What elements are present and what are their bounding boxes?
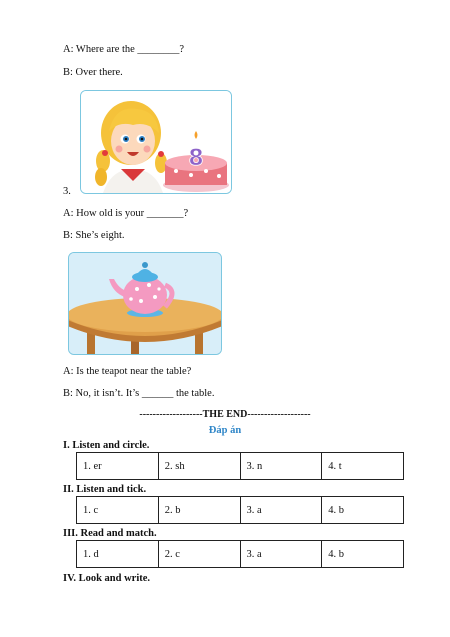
section-title: III. Read and match. xyxy=(63,528,157,539)
section-title: I. Listen and circle. xyxy=(63,440,150,451)
answer-cell: 3. n xyxy=(240,453,322,480)
dialog-line-question: A: How old is your _______? xyxy=(63,208,189,219)
item-number: 3. xyxy=(63,186,71,197)
dialog-line-question: A: Is the teapot near the table? xyxy=(63,366,192,377)
girl-cake-picture xyxy=(80,90,232,194)
dialog-line-answer: B: She’s eight. xyxy=(63,230,125,241)
answer-table xyxy=(76,540,404,568)
cake-candle-number: 8 xyxy=(188,146,204,171)
answer-table xyxy=(76,496,404,524)
dialog-line-answer: B: Over there. xyxy=(63,67,123,78)
answer-cell: 3. a xyxy=(240,541,322,568)
answer-cell: 4. t xyxy=(322,453,404,480)
answer-key-title: Đáp án xyxy=(208,425,242,436)
section-title: IV. Look and write. xyxy=(63,573,151,584)
section-title: II. Listen and tick. xyxy=(63,484,147,495)
answer-cell: 3. a xyxy=(240,497,322,524)
answer-cell: 2. sh xyxy=(158,453,240,480)
dialog-line-answer: B: No, it isn’t. It’s ______ the table. xyxy=(63,388,215,399)
answer-cell: 4. b xyxy=(322,541,404,568)
dialog-line-question: A: Where are the ________? xyxy=(63,44,185,55)
answer-cell: 1. d xyxy=(77,541,159,568)
answer-cell: 1. er xyxy=(77,453,159,480)
teapot-table-picture xyxy=(68,252,222,355)
answer-cell: 2. b xyxy=(158,497,240,524)
answer-cell: 1. c xyxy=(77,497,159,524)
answer-cell: 4. b xyxy=(322,497,404,524)
end-divider: -------------------THE END------------------- xyxy=(139,409,311,420)
answer-cell: 2. c xyxy=(158,541,240,568)
answer-table xyxy=(76,452,404,480)
